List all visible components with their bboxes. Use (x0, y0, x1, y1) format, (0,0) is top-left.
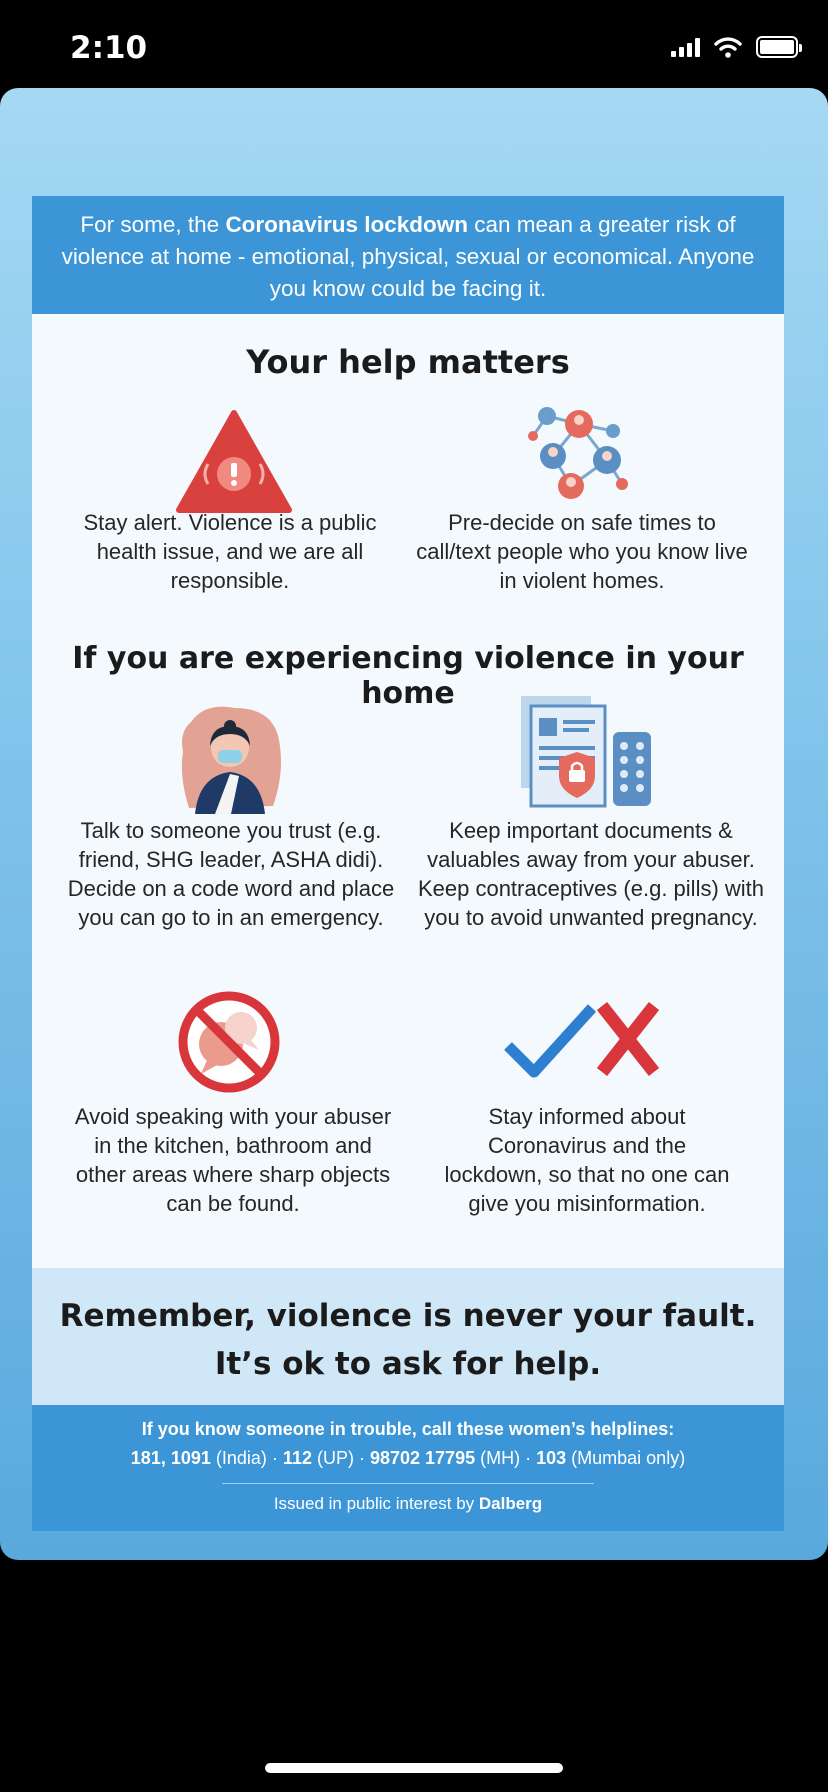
helpline-number: 112 (282, 1448, 312, 1468)
helpline-region: (MH) (480, 1448, 521, 1468)
helpline-region: (India) (215, 1448, 267, 1468)
check-cross-icon (502, 996, 662, 1086)
story-card[interactable] (0, 88, 828, 1560)
intro-text-bold: Coronavirus lockdown (225, 212, 468, 237)
tip-stay-informed: Stay informed about Coronavirus and the lockdown, so that no one can give you misinformation. (444, 1104, 730, 1216)
helpline-numbers: 181, 1091 (India) · 112 (UP) · 98702 17795 (MH) · 103 (Mumbai only) (130, 1448, 686, 1468)
tip-keep-documents: Keep important documents & valuables away from your abuser. Keep contraceptives (e.g. pills) with you to avoid unwanted pregnancy. (417, 818, 765, 930)
divider (222, 1483, 594, 1484)
tip-predecide-times: Pre-decide on safe times to call/text people who you know live in violent homes. (416, 510, 748, 593)
tip-stay-alert: Stay alert. Violence is a public health issue, and we are all responsible. (83, 510, 377, 593)
helpline-number: 181, 1091 (130, 1448, 211, 1468)
people-network-icon (527, 396, 632, 502)
helpline-region: (Mumbai only) (571, 1448, 686, 1468)
helpline-number: 103 (536, 1448, 567, 1468)
locked-documents-icon (517, 692, 657, 810)
dalberg-brand: Dalberg (478, 1494, 543, 1513)
home-indicator[interactable] (265, 1763, 563, 1773)
intro-text-post: can mean a greater risk of violence at home - emotional, physical, sexual or economical. Anyone you know could be facing it. (61, 212, 755, 301)
intro-text-pre: For some, the (80, 212, 226, 237)
status-icons (671, 36, 798, 58)
intro-banner (32, 196, 784, 314)
heading-help-matters: Your help matters (246, 343, 570, 381)
heading-experiencing-violence: If you are experiencing violence in your home (72, 641, 744, 711)
issued-by-line (32, 1492, 784, 1516)
wifi-icon (714, 36, 742, 58)
remember-line-1: Remember, violence is never your fault. (59, 1298, 757, 1334)
battery-icon (756, 36, 798, 58)
no-speaking-icon (175, 988, 283, 1096)
helpline-number: 98702 17795 (369, 1448, 476, 1468)
helpline-intro: If you know someone in trouble, call these women’s helplines: (141, 1419, 675, 1439)
tip-talk-to-someone: Talk to someone you trust (e.g. friend, SHG leader, ASHA didi). Decide on a code word and place you can go to in an emergency. (67, 818, 395, 930)
helpline-region: (UP) (316, 1448, 354, 1468)
woman-with-mask-icon (175, 702, 285, 814)
issued-prefix: Issued in public interest by (273, 1494, 479, 1513)
poster (32, 196, 784, 1531)
remember-line-2: It’s ok to ask for help. (214, 1346, 602, 1382)
tip-avoid-speaking: Avoid speaking with your abuser in the kitchen, bathroom and other areas where sharp objects can be found. (74, 1104, 392, 1216)
status-bar (0, 0, 828, 88)
remember-message (32, 1292, 784, 1388)
status-time: 2:10 (70, 30, 148, 66)
cellular-signal-icon (671, 37, 700, 57)
alert-bell-icon (174, 408, 294, 518)
